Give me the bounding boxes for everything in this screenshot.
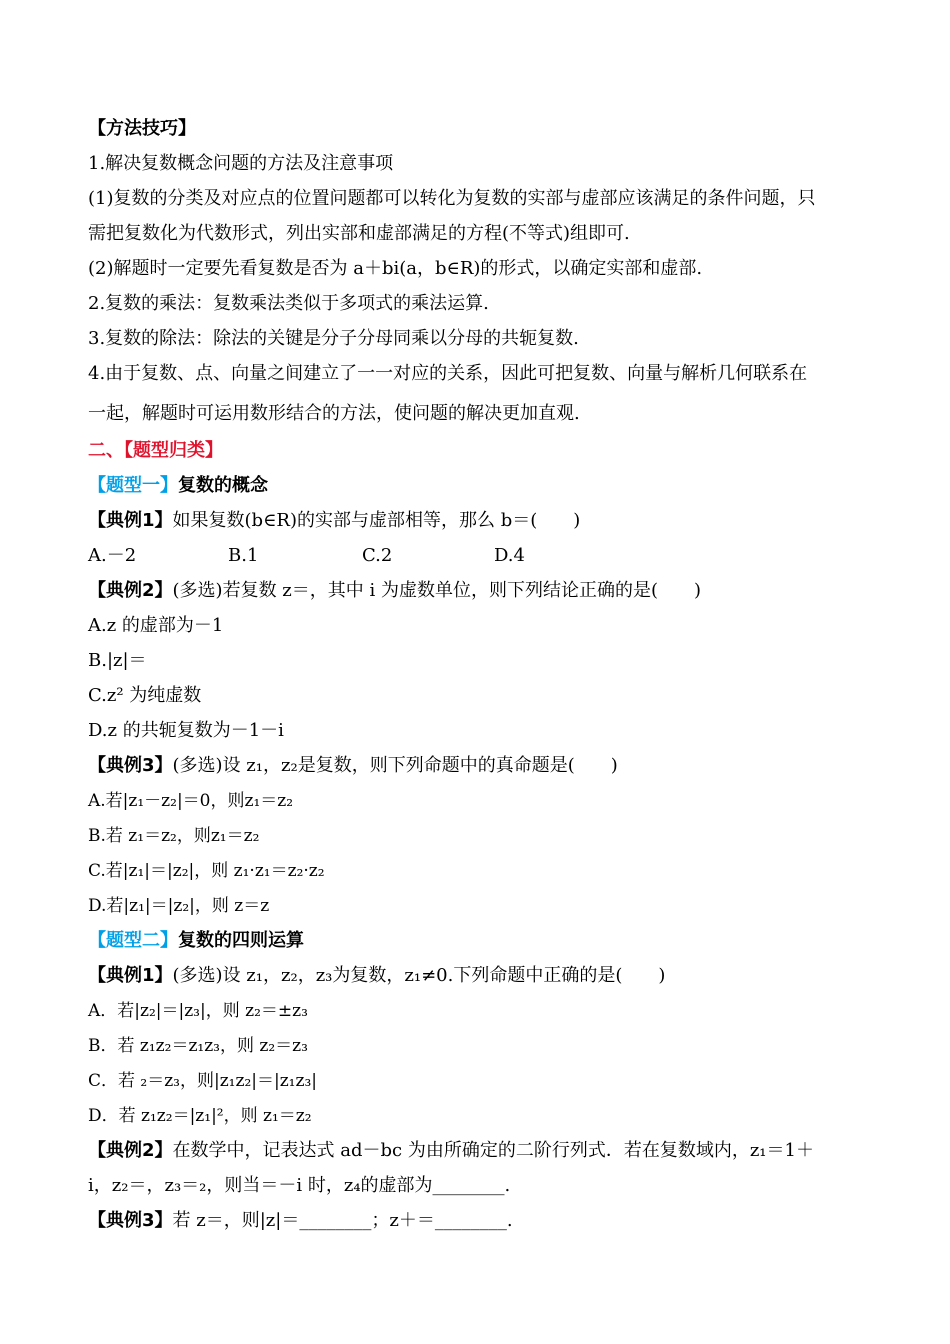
method-item-3: 3.复数的除法：除法的关键是分子分母同乘以分母的共轭复数.: [88, 328, 579, 349]
type2-ex1-option-a: A．若|z₂|＝|z₃|，则 z₂＝±z₃: [88, 1001, 308, 1021]
type1-ex1-stem: [88, 509, 580, 533]
method-item-1a-line1: (1)复数的分类及对应点的位置问题都可以转化为复数的实部与虚部应该满足的条件问题，只: [88, 188, 816, 209]
method-item-1b: (2)解题时一定要先看复数是否为 a＋bi(a，b∈R)的形式，以确定实部和虚部.: [88, 258, 703, 279]
section-heading: 二、【题型归类】: [88, 440, 223, 461]
method-item-2: 2.复数的乘法：复数乘法类似于多项式的乘法运算.: [88, 293, 489, 314]
type1-ex1-text: 如果复数(b∈R)的实部与虚部相等，那么 b＝( ): [172, 510, 581, 531]
type1-ex1-option-c: C.2: [362, 545, 393, 566]
method-item-1: 1.解决复数概念问题的方法及注意事项: [88, 153, 394, 174]
type2-ex2-stem-line1: [88, 1139, 814, 1163]
type1-ex3-tag: 【典例3】: [88, 755, 173, 776]
type1-ex2-option-d: D.z 的共轭复数为－1－i: [88, 720, 284, 741]
type1-ex2-stem: [88, 579, 701, 603]
type2-ex1-stem: [88, 964, 665, 988]
type2-ex2-stem-line2: i，z₂＝，z₃＝₂，则当＝－i 时，z₄的虚部为________.: [88, 1175, 511, 1196]
type1-ex1-tag: 【典例1】: [88, 510, 173, 531]
type1-ex3-stem: [88, 754, 618, 778]
method-item-1a-line2: 需把复数化为代数形式，列出实部和虚部满足的方程(不等式)组即可.: [88, 223, 630, 244]
type2-ex1-option-d: D．若 z₁z₂＝|z₁|²，则 z₁＝z₂: [88, 1106, 312, 1126]
type1-ex3-option-b: B.若 z₁＝z₂，则z₁＝z₂: [88, 826, 260, 846]
type2-ex1-option-b: B．若 z₁z₂＝z₁z₃，则 z₂＝z₃: [88, 1036, 308, 1056]
type1-ex3-option-c: C.若|z₁|＝|z₂|，则 z₁·z₁＝z₂·z₂: [88, 861, 325, 881]
type1-ex3-option-a: A.若|z₁－z₂|＝0，则z₁＝z₂: [88, 791, 294, 811]
type1-ex2-option-a: A.z 的虚部为－1: [88, 615, 224, 636]
type1-title: 复数的概念: [178, 475, 268, 496]
type1-ex2-option-b: B.|z|＝: [88, 650, 147, 671]
type2-ex1-option-c: C．若 ₂＝z₃，则|z₁z₂|＝|z₁z₃|: [88, 1071, 317, 1091]
type2-title: 复数的四则运算: [178, 930, 304, 951]
type2-ex2-tag: 【典例2】: [88, 1140, 173, 1161]
type1-ex3-option-d: D.若|z₁|＝|z₂|，则 z＝z: [88, 896, 270, 916]
type1-ex3-text: (多选)设 z₁，z₂是复数，则下列命题中的真命题是( ): [172, 755, 618, 776]
type1-ex2-option-c: C.z² 为纯虚数: [88, 685, 202, 706]
type2-ex3-stem: [88, 1209, 513, 1233]
type2-header: [88, 929, 304, 953]
type2-ex1-text: (多选)设 z₁，z₂，z₃为复数，z₁≠0.下列命题中正确的是( ): [172, 965, 666, 986]
type1-ex1-option-b: B.1: [228, 545, 259, 566]
type1-ex2-tag: 【典例2】: [88, 580, 173, 601]
method-heading: 【方法技巧】: [88, 118, 196, 139]
type1-tag: 【题型一】: [88, 475, 178, 496]
method-item-4-line2: 一起，解题时可运用数形结合的方法，使问题的解决更加直观.: [88, 403, 580, 424]
type2-ex1-tag: 【典例1】: [88, 965, 173, 986]
type2-tag: 【题型二】: [88, 930, 178, 951]
type1-ex2-text: (多选)若复数 z＝，其中 i 为虚数单位，则下列结论正确的是( ): [172, 580, 702, 601]
type2-ex3-tag: 【典例3】: [88, 1210, 173, 1231]
type1-header: [88, 474, 268, 498]
method-item-4-line1: 4.由于复数、点、向量之间建立了一一对应的关系，因此可把复数、向量与解析几何联系在: [88, 363, 808, 384]
type2-ex3-text: 若 z＝，则|z|＝________；z＋＝________.: [172, 1210, 513, 1231]
type1-ex1-option-d: D.4: [494, 545, 525, 566]
type2-ex2-text-line1: 在数学中，记表达式 ad－bc 为由所确定的二阶行列式．若在复数域内，z₁＝1＋: [172, 1140, 814, 1161]
type1-ex1-option-a: A.－2: [88, 545, 137, 566]
